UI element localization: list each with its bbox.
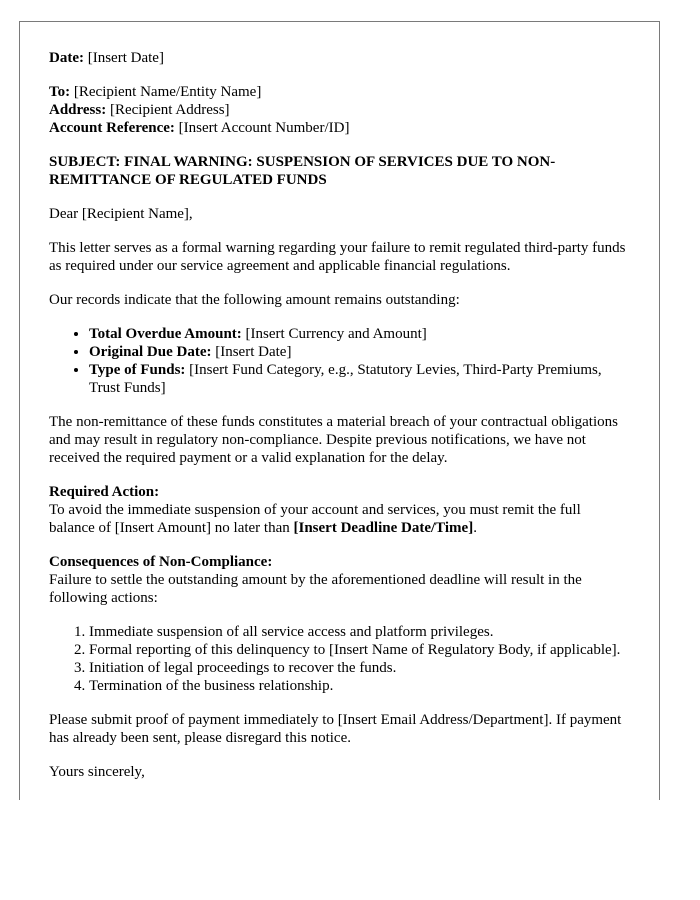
list-item: 3. Initiation of legal proceedings to recover the funds. [89, 659, 629, 677]
required-action-end: . [473, 520, 477, 536]
to-line [49, 83, 629, 101]
deadline-text: [Insert Deadline Date/Time] [293, 520, 474, 536]
list-item-label: Type of Funds: [89, 362, 186, 378]
address-value: [Recipient Address] [106, 102, 230, 118]
breach-paragraph: The non-remittance of these funds constitutes a material breach of your contractual obligations and may result in regulatory non-compliance. Despite previous notifications, we have not received the required payment or a valid explanation for the delay. [49, 414, 618, 466]
list-item-value: [Insert Fund Category, e.g., Statutory Levies, Third-Party Premiums, Trust Funds] [89, 362, 602, 396]
list-item: 4. Termination of the business relationship. [89, 677, 629, 695]
proof-paragraph: Please submit proof of payment immediately to [Insert Email Address/Department]. If payment has already been sent, please disregard this notice. [49, 712, 622, 746]
list-item [89, 325, 629, 343]
address-label: Address: [49, 102, 107, 118]
list-item: 1. Immediate suspension of all service access and platform privileges. [89, 623, 629, 641]
date-label: Date: [49, 50, 84, 66]
to-label: To: [49, 84, 71, 100]
to-value: [Recipient Name/Entity Name] [70, 84, 262, 100]
list-item [89, 343, 629, 361]
required-action-heading: Required Action: [49, 484, 160, 500]
list-item-value: [Insert Currency and Amount] [241, 326, 427, 342]
account-reference-line [49, 119, 629, 137]
letter-page [19, 21, 660, 800]
salutation: Dear [Recipient Name], [49, 206, 193, 222]
records-paragraph: Our records indicate that the following amount remains outstanding: [49, 292, 460, 308]
intro-paragraph: This letter serves as a formal warning regarding your failure to remit regulated third-party funds as required under our service agreement and applicable financial regulations. [49, 240, 626, 274]
date-line [49, 49, 629, 67]
date-value: [Insert Date] [83, 50, 164, 66]
closing: Yours sincerely, [49, 764, 145, 780]
outstanding-list [49, 325, 629, 397]
list-item: 2. Formal reporting of this delinquency to [Insert Name of Regulatory Body, if applicable]. [89, 641, 629, 659]
address-line [49, 101, 629, 119]
list-item [89, 361, 629, 397]
consequences-text: Failure to settle the outstanding amount by the aforementioned deadline will result in the following actions: [49, 572, 582, 606]
account-reference-label: Account Reference: [49, 120, 175, 136]
letter-body [49, 49, 629, 797]
required-action-section [49, 483, 629, 537]
list-item-label: Original Due Date: [89, 344, 212, 360]
consequences-heading: Consequences of Non-Compliance: [49, 554, 273, 570]
subject-line: SUBJECT: FINAL WARNING: SUSPENSION OF SERVICES DUE TO NON-REMITTANCE OF REGULATED FUNDS [49, 154, 556, 188]
list-item-value: [Insert Date] [211, 344, 292, 360]
list-item-label: Total Overdue Amount: [89, 326, 242, 342]
required-action-text: To avoid the immediate suspension of your account and services, you must remit the full balance of [Insert Amount] no later than [49, 502, 581, 536]
consequences-section [49, 553, 629, 607]
account-reference-value: [Insert Account Number/ID] [174, 120, 350, 136]
consequences-list [49, 623, 629, 695]
